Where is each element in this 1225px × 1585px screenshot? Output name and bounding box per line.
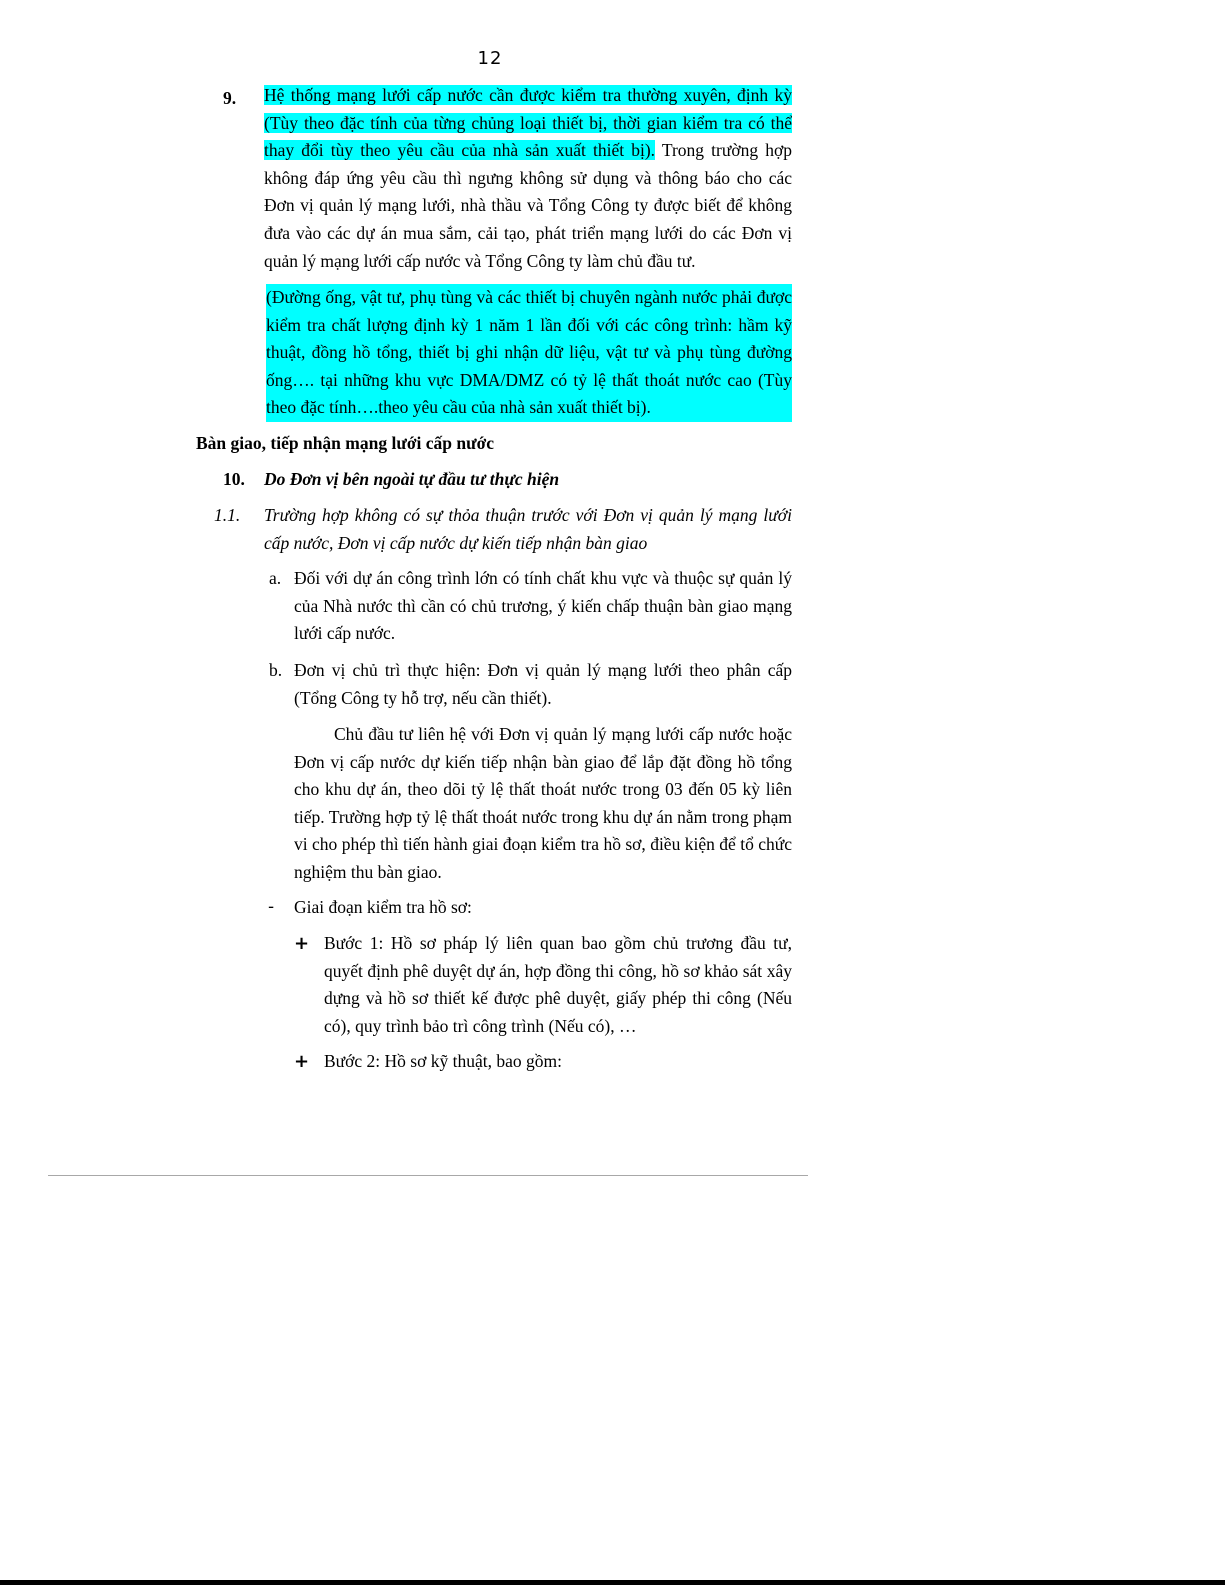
item-9-note: (Đường ống, vật tư, phụ tùng và các thiết bị chuyên ngành nước phải được kiểm tra chất lượng định kỳ 1 năm 1 lần đối với các công trình: hầm kỹ thuật, đồng hồ tổng, thiết bị ghi nhận dữ liệu, vật tư và phụ tùng đường ống…. tại những khu vực DMA/DMZ có tỷ lệ thất thoát nước cao (Tùy theo đặc tính….theo yêu cầu của nhà sản xuất thiết bị). [266,284,792,422]
point-a-marker: a. [269,568,282,588]
item-1-1-number: 1.1. [214,505,241,525]
dash-item-text: Giai đoạn kiểm tra hồ sơ: [294,897,472,917]
step-1-text: Bước 1: Hồ sơ pháp lý liên quan bao gồm chủ trương đầu tư, quyết định phê duyệt dự án, hợp đồng thi công, hồ sơ khảo sát xây dựng và hồ sơ thiết kế được phê duyệt, giấy phép thi công (Nếu có), quy trình bảo trì công trình (Nếu có), … [324,933,792,1036]
step-2-plus-marker: + [294,1051,310,1072]
point-b-text: Đơn vị chủ trì thực hiện: Đơn vị quản lý mạng lưới theo phân cấp (Tổng Công ty hỗ trợ, nếu cần thiết). [294,660,792,708]
point-b-paragraph: Chủ đầu tư liên hệ với Đơn vị quản lý mạng lưới cấp nước hoặc Đơn vị cấp nước dự kiến tiếp nhận bàn giao để lắp đặt đồng hồ tổng cho khu dự án, theo dõi tỷ lệ thất thoát nước trong 03 đến 05 kỳ liên tiếp. Trường hợp tỷ lệ thất thoát nước trong khu dự án nằm trong phạm vi cho phép thì tiến hành giai đoạn kiểm tra hồ sơ, điều kiện để tổ chức nghiệm thu bàn giao. [294,724,792,882]
page-break-rule [48,1175,808,1176]
item-10-title: Do Đơn vị bên ngoài tự đầu tư thực hiện [264,469,560,489]
point-b-marker: b. [269,660,283,680]
section-heading: Bàn giao, tiếp nhận mạng lưới cấp nước [196,433,495,453]
item-1-1-text: Trường hợp không có sự thỏa thuận trước với Đơn vị quản lý mạng lưới cấp nước, Đơn vị cấp nước dự kiến tiếp nhận bàn giao [264,505,792,553]
item-10-number: 10. [223,469,245,489]
item-9-text: Trong trường hợp không đáp ứng yêu cầu thì ngưng không sử dụng và thông báo cho các Đơn vị quản lý mạng lưới, nhà thầu và Tổng Công ty được biết để không đưa vào các dự án mua sắm, cải tạo, phát triển mạng lưới do các Đơn vị quản lý mạng lưới cấp nước và Tổng Công ty làm chủ đầu tư. [264,140,792,271]
step-1-plus-marker: + [294,933,310,954]
point-a-text: Đối với dự án công trình lớn có tính chất khu vực và thuộc sự quản lý của Nhà nước thì cần có chủ trương, ý kiến chấp thuận bàn giao mạng lưới cấp nước. [294,568,792,644]
item-9-number: 9. [223,88,237,108]
bottom-edge-bar [0,1580,1225,1585]
dash-marker: - [268,897,275,917]
step-2-text: Bước 2: Hồ sơ kỹ thuật, bao gồm: [324,1051,562,1071]
item-9-paragraph [264,82,792,275]
page-number: 12 [477,48,503,69]
item-9-highlighted-text: Hệ thống mạng lưới cấp nước cần được kiểm tra thường xuyên, định kỳ (Tùy theo đặc tính của từng chủng loại thiết bị, thời gian kiểm tra có thể thay đổi tùy theo yêu cầu của nhà sản xuất thiết bị). [264,85,792,161]
